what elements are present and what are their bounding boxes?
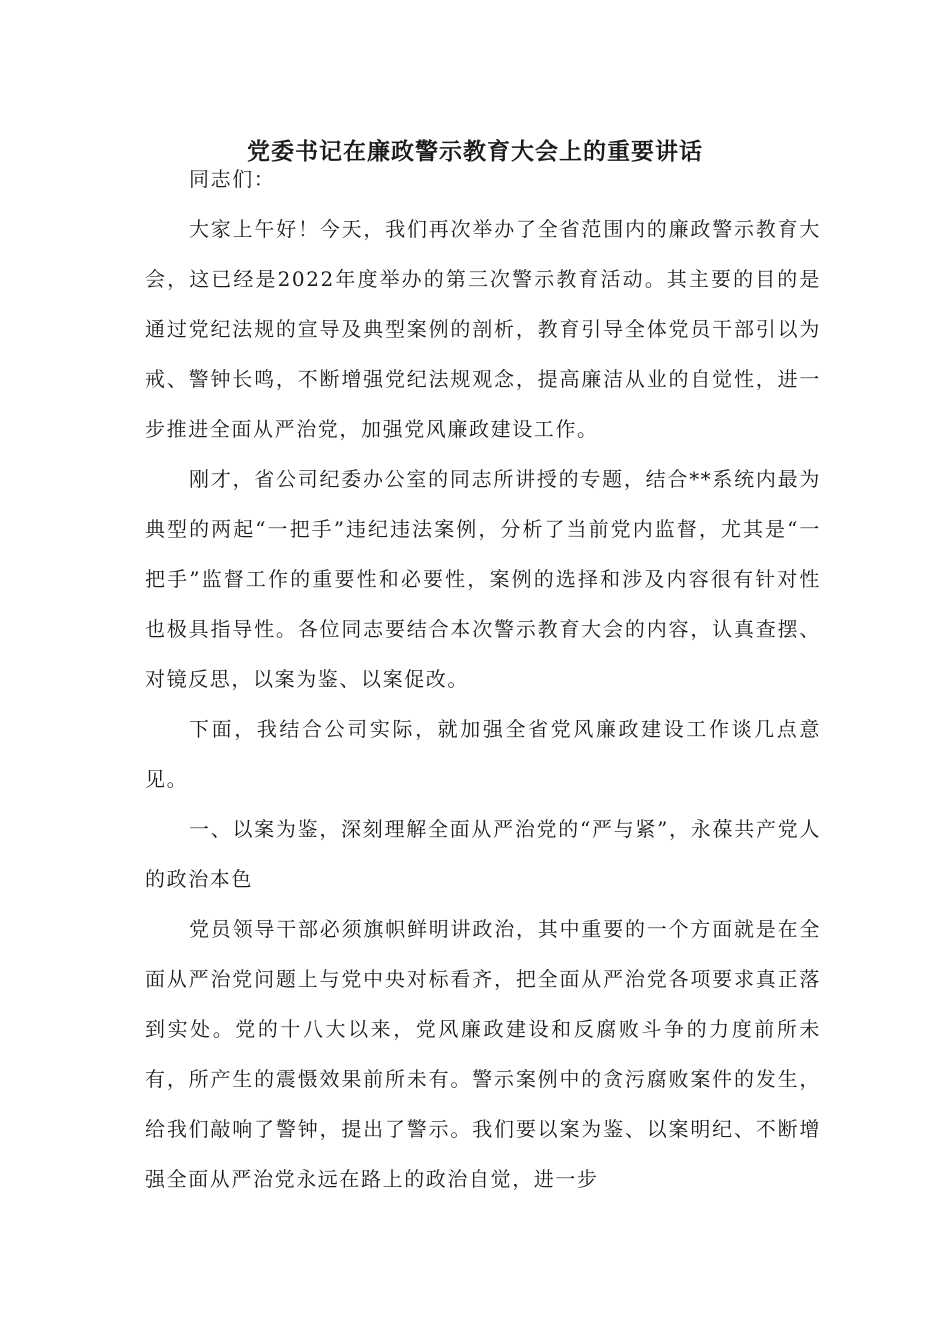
paragraph-intro-opinions: 下面，我结合公司实际，就加强全省党风廉政建设工作谈几点意见。 [145,717,821,791]
document-title: 党委书记在廉政警示教育大会上的重要讲话 [247,138,703,165]
document-body [145,154,821,1204]
section-heading-one: 一、以案为鉴，深刻理解全面从严治党的“严与紧”，永葆共产党人的政治本色 [145,817,821,891]
paragraph-case-review: 刚才，省公司纪委办公室的同志所讲授的专题，结合**系统内最为典型的两起“一把手”违纪违法案例，分析了当前党内监督，尤其是“一把手”监督工作的重要性和必要性，案例的选择和涉及内容很有针对性也极具指导性。各位同志要结合本次警示教育大会的内容，认真查摆、对镜反思，以案为鉴、以案促改。 [145,467,821,691]
salutation: 同志们： [189,167,276,191]
paragraph-opening: 大家上午好！今天，我们再次举办了全省范围内的廉政警示教育大会，这已经是2022年度举办的第三次警示教育活动。其主要的目的是通过党纪法规的宣导及典型案例的剖析，教育引导全体党员干部引以为戒、警钟长鸣，不断增强党纪法规观念，提高廉洁从业的自觉性，进一步推进全面从严治党，加强党风廉政建设工作。 [145,217,821,441]
paragraph-section-one: 党员领导干部必须旗帜鲜明讲政治，其中重要的一个方面就是在全面从严治党问题上与党中央对标看齐，把全面从严治党各项要求真正落到实处。党的十八大以来，党风廉政建设和反腐败斗争的力度前所未有，所产生的震慑效果前所未有。警示案例中的贪污腐败案件的发生，给我们敲响了警钟，提出了警示。我们要以案为鉴、以案明纪、不断增强全面从严治党永远在路上的政治自觉，进一步 [145,917,821,1191]
